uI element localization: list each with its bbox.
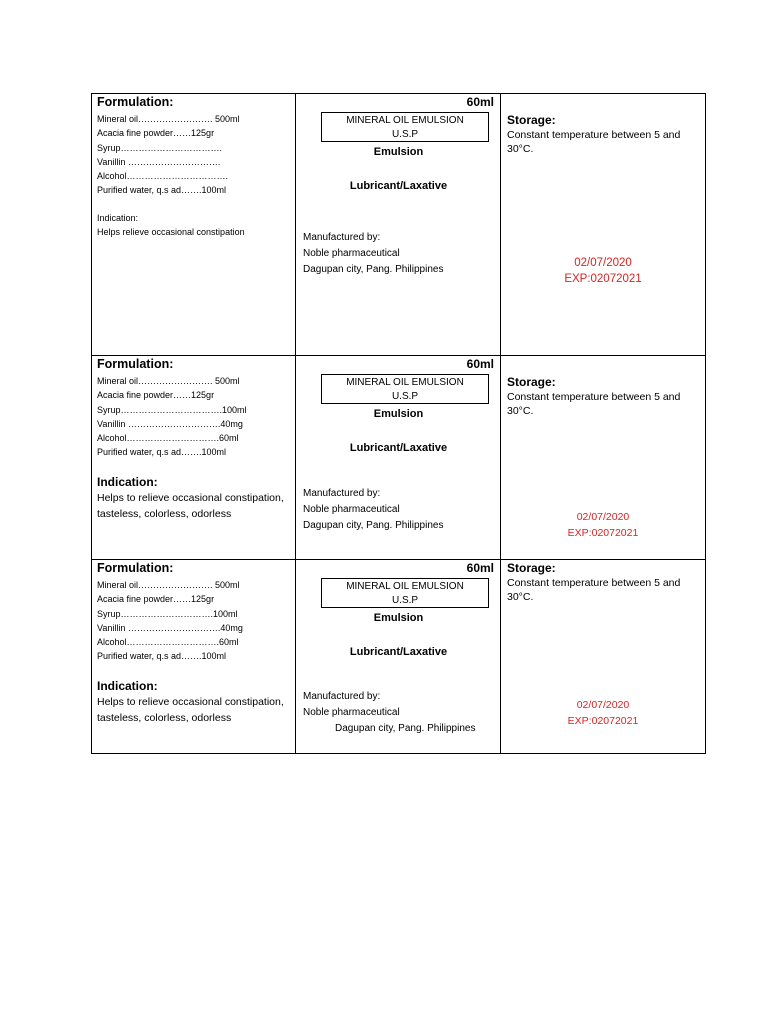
manufacturer-label: Manufactured by:	[303, 691, 381, 702]
indication-text: Helps to relieve occasional constipation, tasteless, colorless, odorless	[97, 492, 284, 521]
manufacturer-block	[303, 689, 475, 737]
ingredient-item: Mineral oil……………………. 500ml	[97, 114, 240, 124]
indication-block	[97, 474, 287, 523]
ingredient-item: Vanillin ………………………….40mg	[97, 418, 243, 429]
manufacturer-name: Noble pharmaceutical	[303, 707, 400, 718]
manufacturer-label: Manufactured by:	[303, 232, 381, 243]
storage-title: Storage:	[507, 561, 556, 575]
product-standard: U.S.P	[391, 595, 419, 606]
ingredient-item: Acacia fine powder……125gr	[97, 128, 215, 139]
label-row	[92, 356, 705, 560]
ingredient-item: Alcohol………………………….60ml	[97, 433, 239, 444]
storage-text: Constant temperature between 5 and 30°C.	[507, 129, 681, 155]
manufacturer-block	[303, 230, 443, 278]
ingredient-item: Mineral oil……………………. 500ml	[97, 580, 240, 590]
ingredient-item: Vanillin ………………………….40mg	[97, 622, 243, 633]
product-form: Emulsion	[373, 408, 424, 420]
manufacture-date: 02/07/2020	[576, 511, 630, 523]
ingredient-item: Acacia fine powder……125gr	[97, 594, 215, 605]
ingredient-item: Purified water, q.s ad…….100ml	[97, 651, 227, 662]
manufacturer-block	[303, 486, 443, 534]
indication-text: Helps relieve occasional constipation	[97, 227, 245, 237]
expiry-date: EXP:02072021	[567, 527, 639, 539]
product-category: Lubricant/Laxative	[349, 646, 448, 658]
indication-block	[97, 211, 245, 239]
storage-title: Storage:	[507, 375, 556, 389]
ingredient-list	[97, 112, 240, 198]
ingredient-item: Purified water, q.s ad…….100ml	[97, 185, 227, 196]
volume-label: 60ml	[466, 561, 494, 575]
manufacturer-name: Noble pharmaceutical	[303, 504, 400, 515]
date-block	[501, 697, 705, 729]
expiry-date: EXP:02072021	[564, 273, 642, 285]
product-cell	[296, 94, 501, 355]
ingredient-item: Syrup…………………………….100ml	[97, 404, 247, 415]
indication-block	[97, 678, 287, 727]
formulation-cell	[92, 560, 296, 753]
storage-cell	[501, 94, 705, 355]
product-cell	[296, 356, 501, 559]
manufacture-date: 02/07/2020	[576, 699, 630, 711]
ingredient-item: Syrup…………………………….	[97, 142, 223, 153]
ingredient-list	[97, 578, 243, 664]
product-name: MINERAL OIL EMULSION	[346, 377, 464, 388]
formulation-title: Formulation:	[97, 561, 174, 575]
formulation-cell	[92, 94, 296, 355]
product-standard: U.S.P	[391, 391, 419, 402]
manufacturer-address: Dagupan city, Pang. Philippines	[335, 723, 476, 734]
manufacturer-label: Manufactured by:	[303, 488, 381, 499]
indication-title: Indication:	[97, 679, 158, 693]
manufacturer-name: Noble pharmaceutical	[303, 248, 400, 259]
volume-label: 60ml	[466, 357, 494, 371]
storage-cell	[501, 356, 705, 559]
ingredient-item: Syrup………………………….100ml	[97, 608, 238, 619]
manufacture-date: 02/07/2020	[574, 257, 632, 269]
product-name: MINERAL OIL EMULSION	[346, 115, 464, 126]
storage-cell	[501, 560, 705, 753]
label-row	[92, 560, 705, 753]
ingredient-item: Alcohol………………………….60ml	[97, 637, 239, 648]
date-block	[501, 255, 705, 287]
date-block	[501, 509, 705, 541]
storage-title: Storage:	[507, 113, 556, 127]
product-name: MINERAL OIL EMULSION	[346, 581, 464, 592]
product-category: Lubricant/Laxative	[349, 180, 448, 192]
label-row	[92, 94, 705, 356]
ingredient-item: Purified water, q.s ad…….100ml	[97, 447, 227, 458]
product-form: Emulsion	[373, 612, 424, 624]
ingredient-item: Acacia fine powder……125gr	[97, 390, 215, 401]
manufacturer-address: Dagupan city, Pang. Philippines	[303, 520, 444, 531]
label-sheet	[91, 93, 706, 754]
manufacturer-address: Dagupan city, Pang. Philippines	[303, 264, 444, 275]
formulation-title: Formulation:	[97, 95, 174, 109]
product-name-box	[321, 374, 489, 404]
ingredient-item: Vanillin ………………………….	[97, 156, 221, 167]
expiry-date: EXP:02072021	[567, 715, 639, 727]
product-name-box	[321, 112, 489, 142]
volume-label: 60ml	[466, 95, 494, 109]
product-standard: U.S.P	[391, 129, 419, 140]
storage-text: Constant temperature between 5 and 30°C.	[507, 391, 681, 417]
product-form: Emulsion	[373, 146, 424, 158]
indication-title: Indication:	[97, 475, 158, 489]
indication-text: Helps to relieve occasional constipation, tasteless, colorless, odorless	[97, 696, 284, 725]
indication-title: Indication:	[97, 213, 139, 223]
product-cell	[296, 560, 501, 753]
formulation-cell	[92, 356, 296, 559]
ingredient-item: Mineral oil……………………. 500ml	[97, 376, 240, 386]
product-category: Lubricant/Laxative	[349, 442, 448, 454]
ingredient-item: Alcohol…………………………….	[97, 171, 229, 182]
storage-text: Constant temperature between 5 and 30°C.	[507, 577, 681, 603]
formulation-title: Formulation:	[97, 357, 174, 371]
product-name-box	[321, 578, 489, 608]
ingredient-list	[97, 374, 247, 460]
